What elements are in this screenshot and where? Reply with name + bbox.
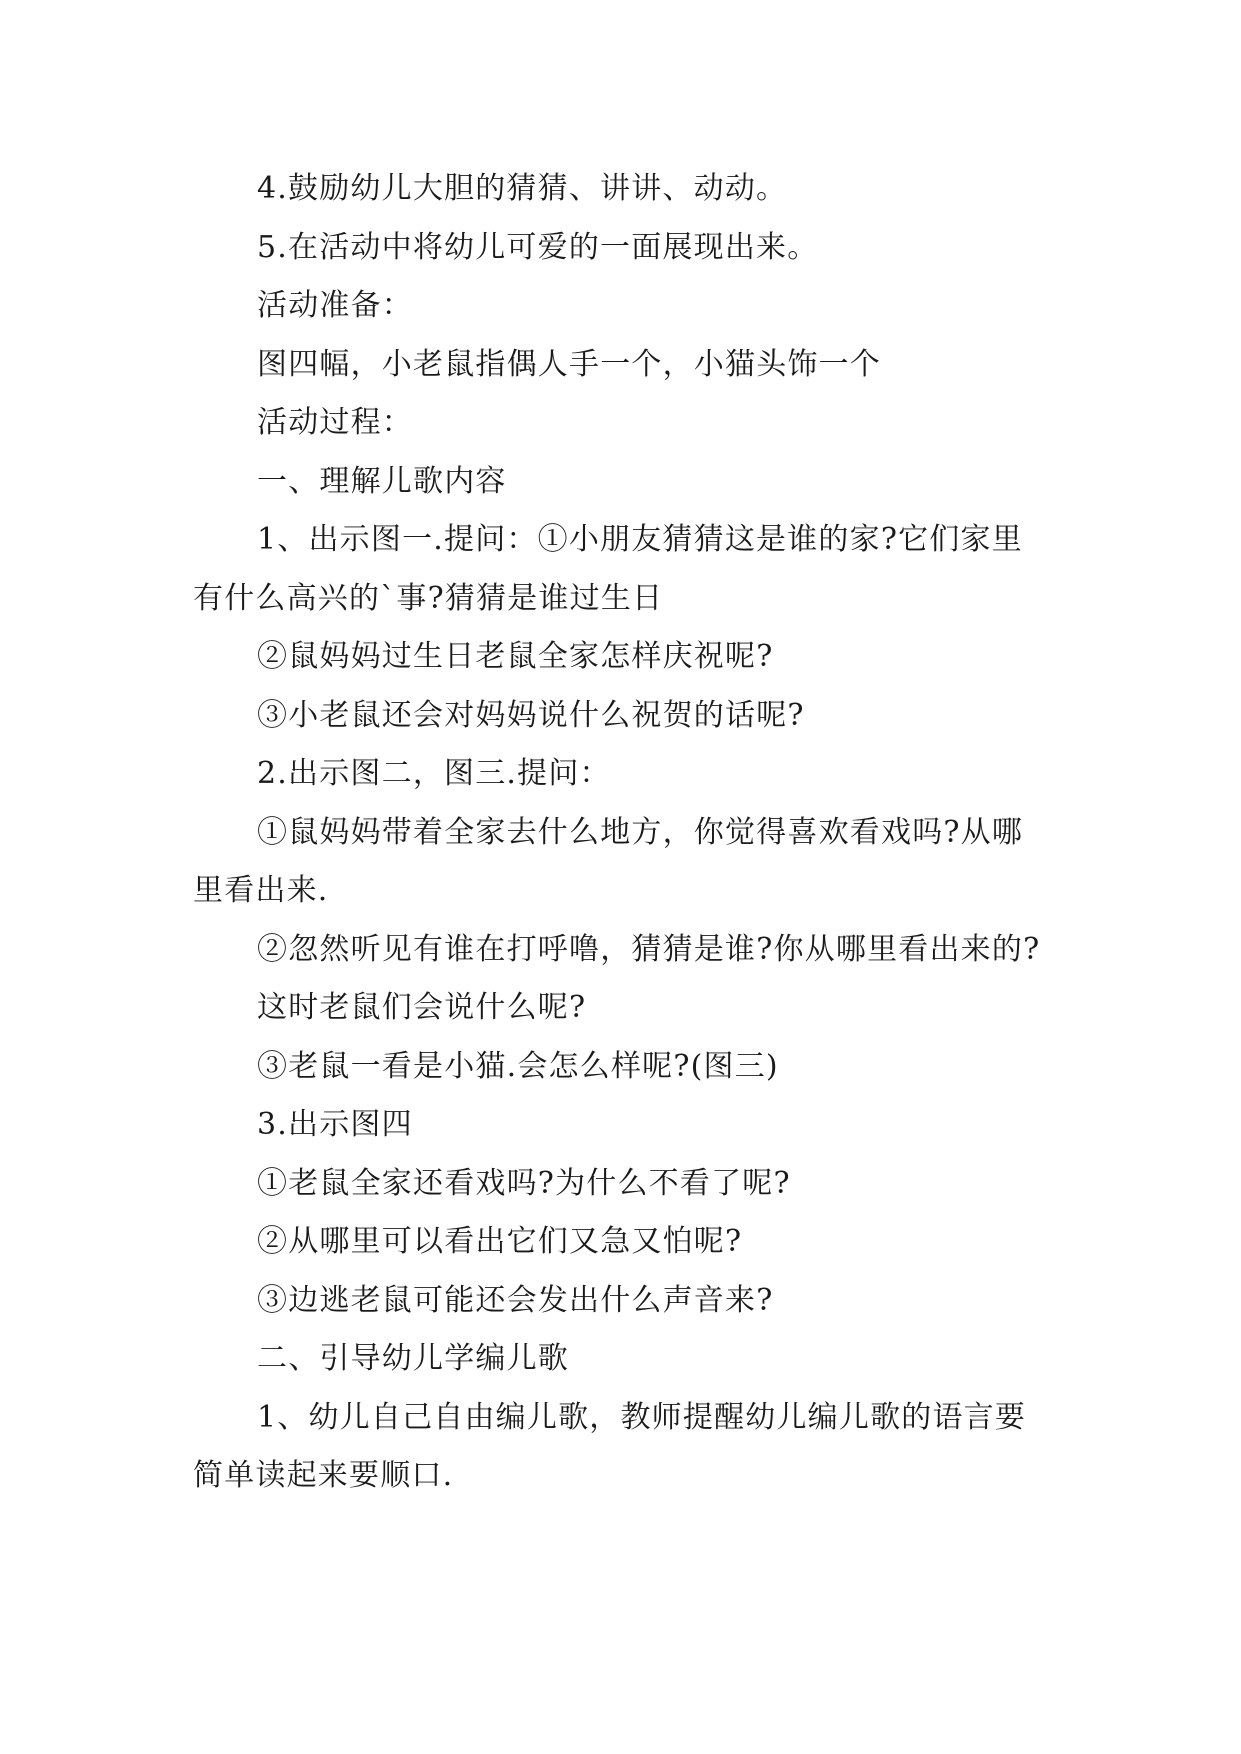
paragraph-question: ③小老鼠还会对妈妈说什么祝贺的话呢? bbox=[257, 697, 805, 733]
heading-section-1: 一、理解儿歌内容 bbox=[257, 463, 507, 499]
paragraph-question: 这时老鼠们会说什么呢? bbox=[257, 990, 587, 1025]
paragraph-step-3: 3.出示图四 bbox=[257, 1107, 413, 1142]
paragraph-goal-4: 4.鼓励幼儿大胆的猜猜、讲讲、动动。 bbox=[257, 171, 788, 206]
paragraph-step-1: 1、出示图一.提问：①小朋友猜猜这是谁的家?它们家里有什么高兴的`事?猜猜是谁过生日 bbox=[193, 522, 1023, 616]
heading-section-2: 二、引导幼儿学编儿歌 bbox=[257, 1341, 569, 1376]
document-body bbox=[193, 160, 1053, 1506]
paragraph-step-2: 2.出示图二，图三.提问： bbox=[257, 756, 611, 791]
paragraph-question: ②从哪里可以看出它们又急又怕呢? bbox=[257, 1224, 743, 1259]
paragraph-question: ③边逃老鼠可能还会发出什么声音来? bbox=[257, 1282, 774, 1318]
paragraph-question: ②忽然听见有谁在打呼噜，猜猜是谁?你从哪里看出来的? bbox=[257, 931, 1041, 967]
paragraph-question: ②鼠妈妈过生日老鼠全家怎样庆祝呢? bbox=[257, 639, 774, 674]
heading-preparation: 活动准备： bbox=[257, 288, 413, 323]
paragraph-question: ③老鼠一看是小猫.会怎么样呢?(图三) bbox=[257, 1048, 779, 1084]
paragraph-materials: 图四幅，小老鼠指偶人手一个，小猫头饰一个 bbox=[257, 346, 881, 382]
paragraph-step-1-compose: 1、幼儿自己自由编儿歌，教师提醒幼儿编儿歌的语言要简单读起来要顺口. bbox=[193, 1399, 1027, 1493]
paragraph-question: ①老鼠全家还看戏吗?为什么不看了呢? bbox=[257, 1165, 791, 1201]
heading-process: 活动过程： bbox=[257, 405, 413, 440]
paragraph-question: ①鼠妈妈带着全家去什么地方，你觉得喜欢看戏吗?从哪里看出来. bbox=[193, 814, 1024, 908]
paragraph-goal-5: 5.在活动中将幼儿可爱的一面展现出来。 bbox=[257, 229, 819, 265]
